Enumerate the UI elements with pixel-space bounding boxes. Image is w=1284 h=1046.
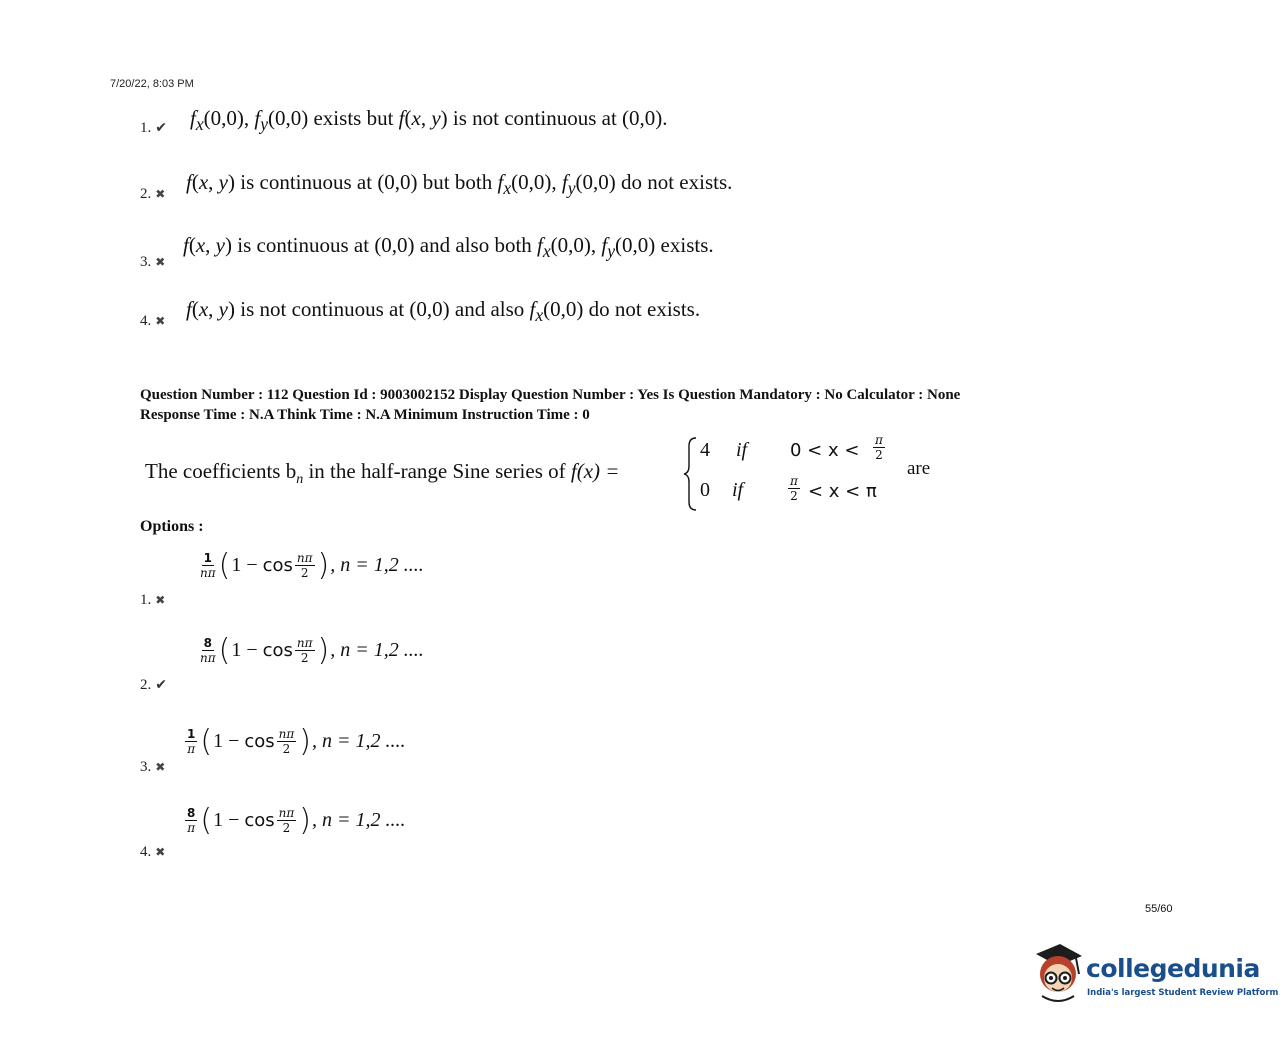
option-1-number: 1. ✖ <box>140 592 169 609</box>
collegedunia-logo: collegedunia <box>1086 954 1260 983</box>
print-timestamp: 7/20/22, 8:03 PM <box>110 78 194 90</box>
prev-option-3-text: f(x, y) is continuous at (0,0) and also both $f_x(0,0)$, $f_y(0,0)$ exists. <box>183 233 714 262</box>
prev-option-2-text: f(x, y) is continuous at (0,0) but both $f_x(0,0)$, $f_y(0,0)$ do not exists. <box>186 170 733 199</box>
cross-icon: ✖ <box>155 314 166 328</box>
cross-icon: ✖ <box>155 255 166 269</box>
question-meta-line-1: Question Number : 112 Question Id : 9003002152 Display Question Number : Yes Is Question Mandatory : No Calculator : None <box>140 387 961 403</box>
check-icon: ✔ <box>155 677 167 693</box>
piece-1-pi-over-2: $\frac{\pi}{2}$ <box>875 433 883 462</box>
option-4-formula: $\frac{8}{\pi}$ ( 1 − cos $\frac{n\pi}{2}$ ) , n = 1,2 .... <box>187 802 406 838</box>
check-icon: ✔ <box>155 120 167 136</box>
collegedunia-mascot-icon <box>1024 940 1086 1006</box>
cross-icon: ✖ <box>155 187 166 201</box>
cross-icon: ✖ <box>155 760 166 774</box>
prev-option-1-number: 1. ✔ <box>140 120 169 137</box>
prev-option-3-number: 3. ✖ <box>140 254 169 271</box>
question-text: The coefficients $b_n$ in the half-range Sine series of f(x) = <box>145 459 620 488</box>
cross-icon: ✖ <box>155 593 166 607</box>
prev-option-2-number: 2. ✖ <box>140 186 169 203</box>
piece-2-pi-over-2: $\frac{\pi}{2}$ <box>790 474 798 503</box>
option-2-formula: $\frac{8}{n\pi}$ ( 1 − cos $\frac{n\pi}{2}$ ) , n = 1,2 .... <box>200 632 424 668</box>
question-meta-line-2: Response Time : N.A Think Time : N.A Minimum Instruction Time : 0 <box>140 407 590 423</box>
cross-icon: ✖ <box>155 845 166 859</box>
piece-2-if: if <box>732 479 744 501</box>
prev-option-1-text: $f_x(0,0)$, $f_y(0,0)$ exists but f(x, y) is not continuous at (0,0). <box>190 106 668 135</box>
question-suffix: are <box>907 458 931 479</box>
piece-1-condition: 0 < x < <box>790 440 860 461</box>
prev-option-4-number: 4. ✖ <box>140 313 169 330</box>
option-2-number: 2. ✔ <box>140 677 169 694</box>
options-label: Options : <box>140 518 204 535</box>
piece-2-value: 0 <box>700 479 710 501</box>
page-number: 55/60 <box>1145 903 1173 915</box>
option-4-number: 4. ✖ <box>140 844 169 861</box>
piece-2-condition: < x < π <box>808 481 877 502</box>
piecewise-brace <box>682 436 698 512</box>
option-3-formula: $\frac{1}{\pi}$ ( 1 − cos $\frac{n\pi}{2}$ ) , n = 1,2 .... <box>187 723 406 759</box>
logo-tagline: India's largest Student Review Platform <box>1087 988 1279 998</box>
piece-1-value: 4 <box>700 439 710 461</box>
option-1-formula: $\frac{1}{n\pi}$ ( 1 − cos $\frac{n\pi}{2}$ ) , n = 1,2 .... <box>200 547 424 583</box>
prev-option-4-text: f(x, y) is not continuous at (0,0) and also $f_x(0,0)$ do not exists. <box>186 297 701 326</box>
option-3-number: 3. ✖ <box>140 759 169 776</box>
piece-1-if: if <box>736 439 748 461</box>
